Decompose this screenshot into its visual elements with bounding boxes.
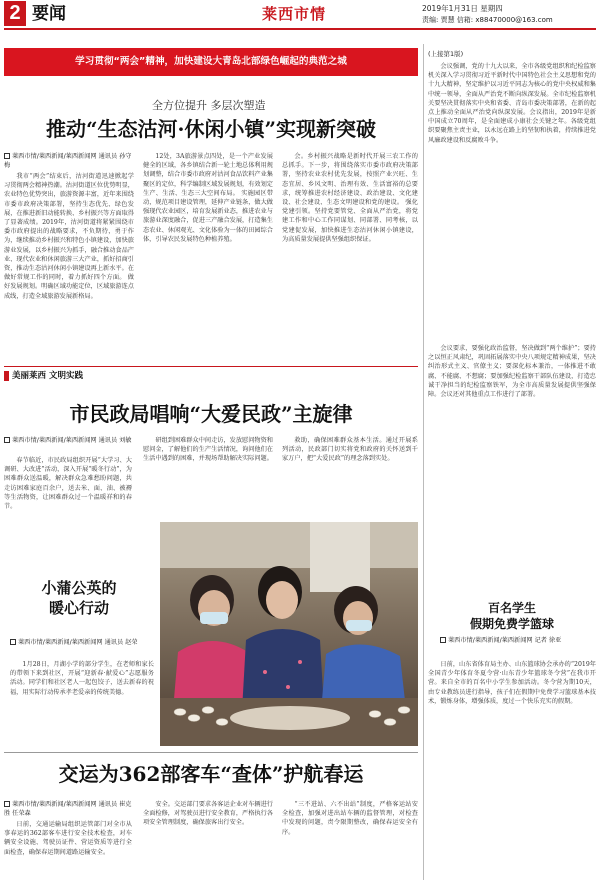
article2-byline-text: 莱西市情/莱西新闻/莱西新闻网 通讯员 刘敏 <box>12 437 132 444</box>
article3-headline-1: 小蒲公英的 <box>41 579 117 597</box>
basketball-byline-text: 莱西市情/莱西新闻/莱西新闻网 记者 徐亚 <box>448 637 562 644</box>
article2-col3 <box>282 436 418 520</box>
article2-col1-text: 春节临近，市民政局组织开展“大学习、大调研、大改进”活动，深入开展“暖冬行动”，为困难群众送温暖，解决群众急难愁盼问题，共走访困难家庭百余户，送去米、面、油、被褥等生活物资，让困难群众过一个温暖祥和的春节。 <box>4 457 132 511</box>
right-column-body2-text: 会议要求，要强化政治监督，坚决做到“两个维护”；要持之以恒正风肃纪，巩固拓展落实中央八项规定精神成果，坚决纠治形式主义、官僚主义；要深化标本兼治，一体推进不敢腐、不能腐、不想腐；要加强纪检监察干部队伍建设，打造忠诚干净担当的纪检监察铁军，为全市高质量发展提供坚强保障。会议还对其他重点工作进行了部署。 <box>428 345 596 399</box>
article1-col1-text: 我市“两会”结束后，沽河街道迅速掀起学习贯彻两会精神热潮。沽河街道区位优势明显，农业特色优势突出，旅游资源丰富，近年来围绕市委市政府决策部署，坚持生态优先、绿色发展，在推进新旧动能转换、乡村振兴等方面取得了显著成绩。2019年，沽河街道将紧紧围绕市委市政府提出的战略要求，不负期待，勇于作为，继续推动乡村振兴和特色小镇建设，加快旅游业发展，以乡村振兴为抓手，融合推动食品产业、现代农业和休闲旅游三大产业，抓好招商引资，推动生态沽河休闲小镇建设再上新水平。在做好常规工作的同时，着力抓好四个方面。 做好发展规划。明确区域功能定位，区域旅游连点成线，打造全域旅游发展新格局。 <box>4 173 134 300</box>
article2-headline: 市民政局唱响“大爱民政”主旋律 <box>69 402 353 426</box>
article1-headline: 推动“生态沽河·休闲小镇”实现新突破 <box>46 117 376 141</box>
article1-byline-text: 莱西市情/莱西新闻/莱西新闻网 通讯员 孙守梅 <box>4 153 132 169</box>
article1-col3-text: 会。乡村振兴战略是新时代开展三农工作的总抓手。下一步，将围绕落实市委市政府决策部署，坚持农业农村优先发展，按照产业兴旺、生态宜居、乡风文明、治理有效、生活富裕的总要求，统筹推进农村经济建设、政治建设、文化建设、社会建设、生态文明建设和党的建设。 强化党建引领。坚持党要管党、全面从严治党，将党建工作和中心工作同谋划、同部署、同考核，以党建促发展，加快推进生态沽河休闲小镇建设，为高质量发展提供坚强组织保证。 <box>282 153 418 243</box>
section-title: 要闻 <box>32 4 66 24</box>
right-column-body1 <box>428 62 596 342</box>
article1-col2 <box>143 152 273 362</box>
article1-col2-text: 12处，3A旅游景点四处，是一个产业发展健全的区域，各乡镇结合新一轮土地总体利用规划调整，结合市委市政府对沽河食品饮料产业集聚区的定位，科学编制区域发展规划，有效划定生产、生活、生态三大空间布局。 实施园区带动，规范项目建设管理，延伸产业链条，做大做强现代农业园区，培育发展新业态，推进农业与旅游业深度融合，促进三产融合发展，打造集生态农业、休闲观光、文化体验为一体的田园综合体，引导农民发展特色种植养殖。 <box>143 153 273 243</box>
column-divider <box>423 44 424 880</box>
section2-rule <box>4 366 418 367</box>
right-column-body2 <box>428 344 596 584</box>
article2-col1 <box>4 456 132 520</box>
article3-body-text: 1月28日，月湖小学的部分学生，在老师和家长的带领下来到社区，开展“迎新春·献爱心”志愿服务活动。同学们和社区老人一起包饺子，送去新春的祝福，用实际行动传承孝老爱亲的传统美德。 <box>10 661 154 696</box>
basketball-body-text: 日前，山东省体育局主办、山东篮球协会承办的“2019年全国青少年体育冬夏令营·山东青少年篮球冬令营”在我市开营。来自全市的百名中小学生参加活动。冬令营为期10天，由专业教练员进行指导，孩子们在假期中免费学习篮球基本技术，锻炼身体，增强体质，度过一个快乐充实的假期。 <box>428 661 596 705</box>
masthead: 莱西市情 <box>262 5 327 23</box>
editor-info: 责编: 贾慧 信箱: x88470000@163.com <box>422 16 553 24</box>
article1-col3 <box>282 152 418 362</box>
article4-byline <box>4 800 132 818</box>
article4-col1-text: 日前，交通运输局组织运管部门对全市从事春运的362部客车进行安全技术检查，对车辆安全设施、驾驶员证件、营运资质等进行全面检查，确保春运期间道路运输安全。 <box>4 821 132 856</box>
basketball-byline <box>440 636 596 645</box>
article1-byline <box>4 152 134 170</box>
section2-label-text: 美丽莱西 文明实践 <box>12 371 83 381</box>
banner-text: 学习贯彻“两会”精神，加快建设大青岛北部绿色崛起的典范之城 <box>75 56 347 67</box>
article3-byline-text: 莱西市情/莱西新闻/莱西新闻网 通讯员 赵荣 <box>18 639 138 646</box>
article4-col1 <box>4 820 132 882</box>
article4-col2 <box>143 800 273 882</box>
article3-byline <box>10 638 154 647</box>
article4-col3-text: “三不进站、六不出站”制度，严格客运站安全检查，加强对进出站车辆的监督管理，对检查中发现的问题，责令限期整改，确保春运安全有序。 <box>282 801 418 836</box>
article1-col1 <box>4 172 134 362</box>
article2-byline <box>4 436 132 445</box>
article4-rule <box>4 752 418 753</box>
section2-label <box>4 370 83 382</box>
photo-illustration <box>160 522 418 746</box>
article2-col2-text: 研组到困难群众中间走访，发放慰问物资和慰问金，了解他们的生产生活情况，询问他们在生活中遇到的困难，并现场帮助解决实际问题。 <box>143 437 273 463</box>
basketball-headline-2: 假期免费学篮球 <box>469 617 554 631</box>
basketball-headline-1: 百名学生 <box>487 601 536 615</box>
header-rule <box>4 28 596 30</box>
article3-headline-2: 暖心行动 <box>48 599 109 617</box>
page-number: 2 <box>9 2 21 24</box>
article4-col3 <box>282 800 418 882</box>
article1-kicker: 全方位提升 多层次塑造 <box>152 99 266 112</box>
right-column-body1-text: 会议强调，党的十九大以来，全市各级党组织和纪检监察机关深入学习贯彻习近平新时代中国特色社会主义思想和党的十九大精神，坚定维护以习近平同志为核心的党中央权威和集中统一领导，全面从严治党不断向纵深发展。全市纪检监察机关要坚决贯彻落实中央和省委、青岛市委决策部署，在新的起点上推动全面从严治党向纵深发展。会议指出，2019年是新中国成立70周年，是全面建成小康社会关键之年。各级党组织要聚焦主责主业，以永远在路上的坚韧和执着，持续推进党风廉政建设和反腐败斗争。 <box>428 63 596 144</box>
article4-headline: 交运为362部客车“查体”护航春运 <box>58 762 364 786</box>
basketball-body <box>428 660 596 882</box>
photo-children-making-dumplings <box>160 522 418 746</box>
article4-col2-text: 安全。交运部门要求各客运企业对车辆进行全面检修，对驾驶员进行安全教育，严格执行各项安全管理制度，确保旅客出行安全。 <box>143 801 273 827</box>
article4-byline-text: 莱西市情/莱西新闻/莱西新闻网 通讯员 崔克胜 任荣森 <box>4 801 132 817</box>
article2-col3-text: 救助，确保困难群众基本生活。通过开展系列活动，民政部门切实将党和政府的关怀送到千家万户，把“大爱民政”的理念落到实处。 <box>282 437 418 463</box>
continuation-label: (上接第1版) <box>428 50 464 58</box>
article3-body <box>10 660 154 744</box>
issue-date: 2019年1月31日 星期四 <box>422 4 503 13</box>
article2-col2 <box>143 436 273 520</box>
